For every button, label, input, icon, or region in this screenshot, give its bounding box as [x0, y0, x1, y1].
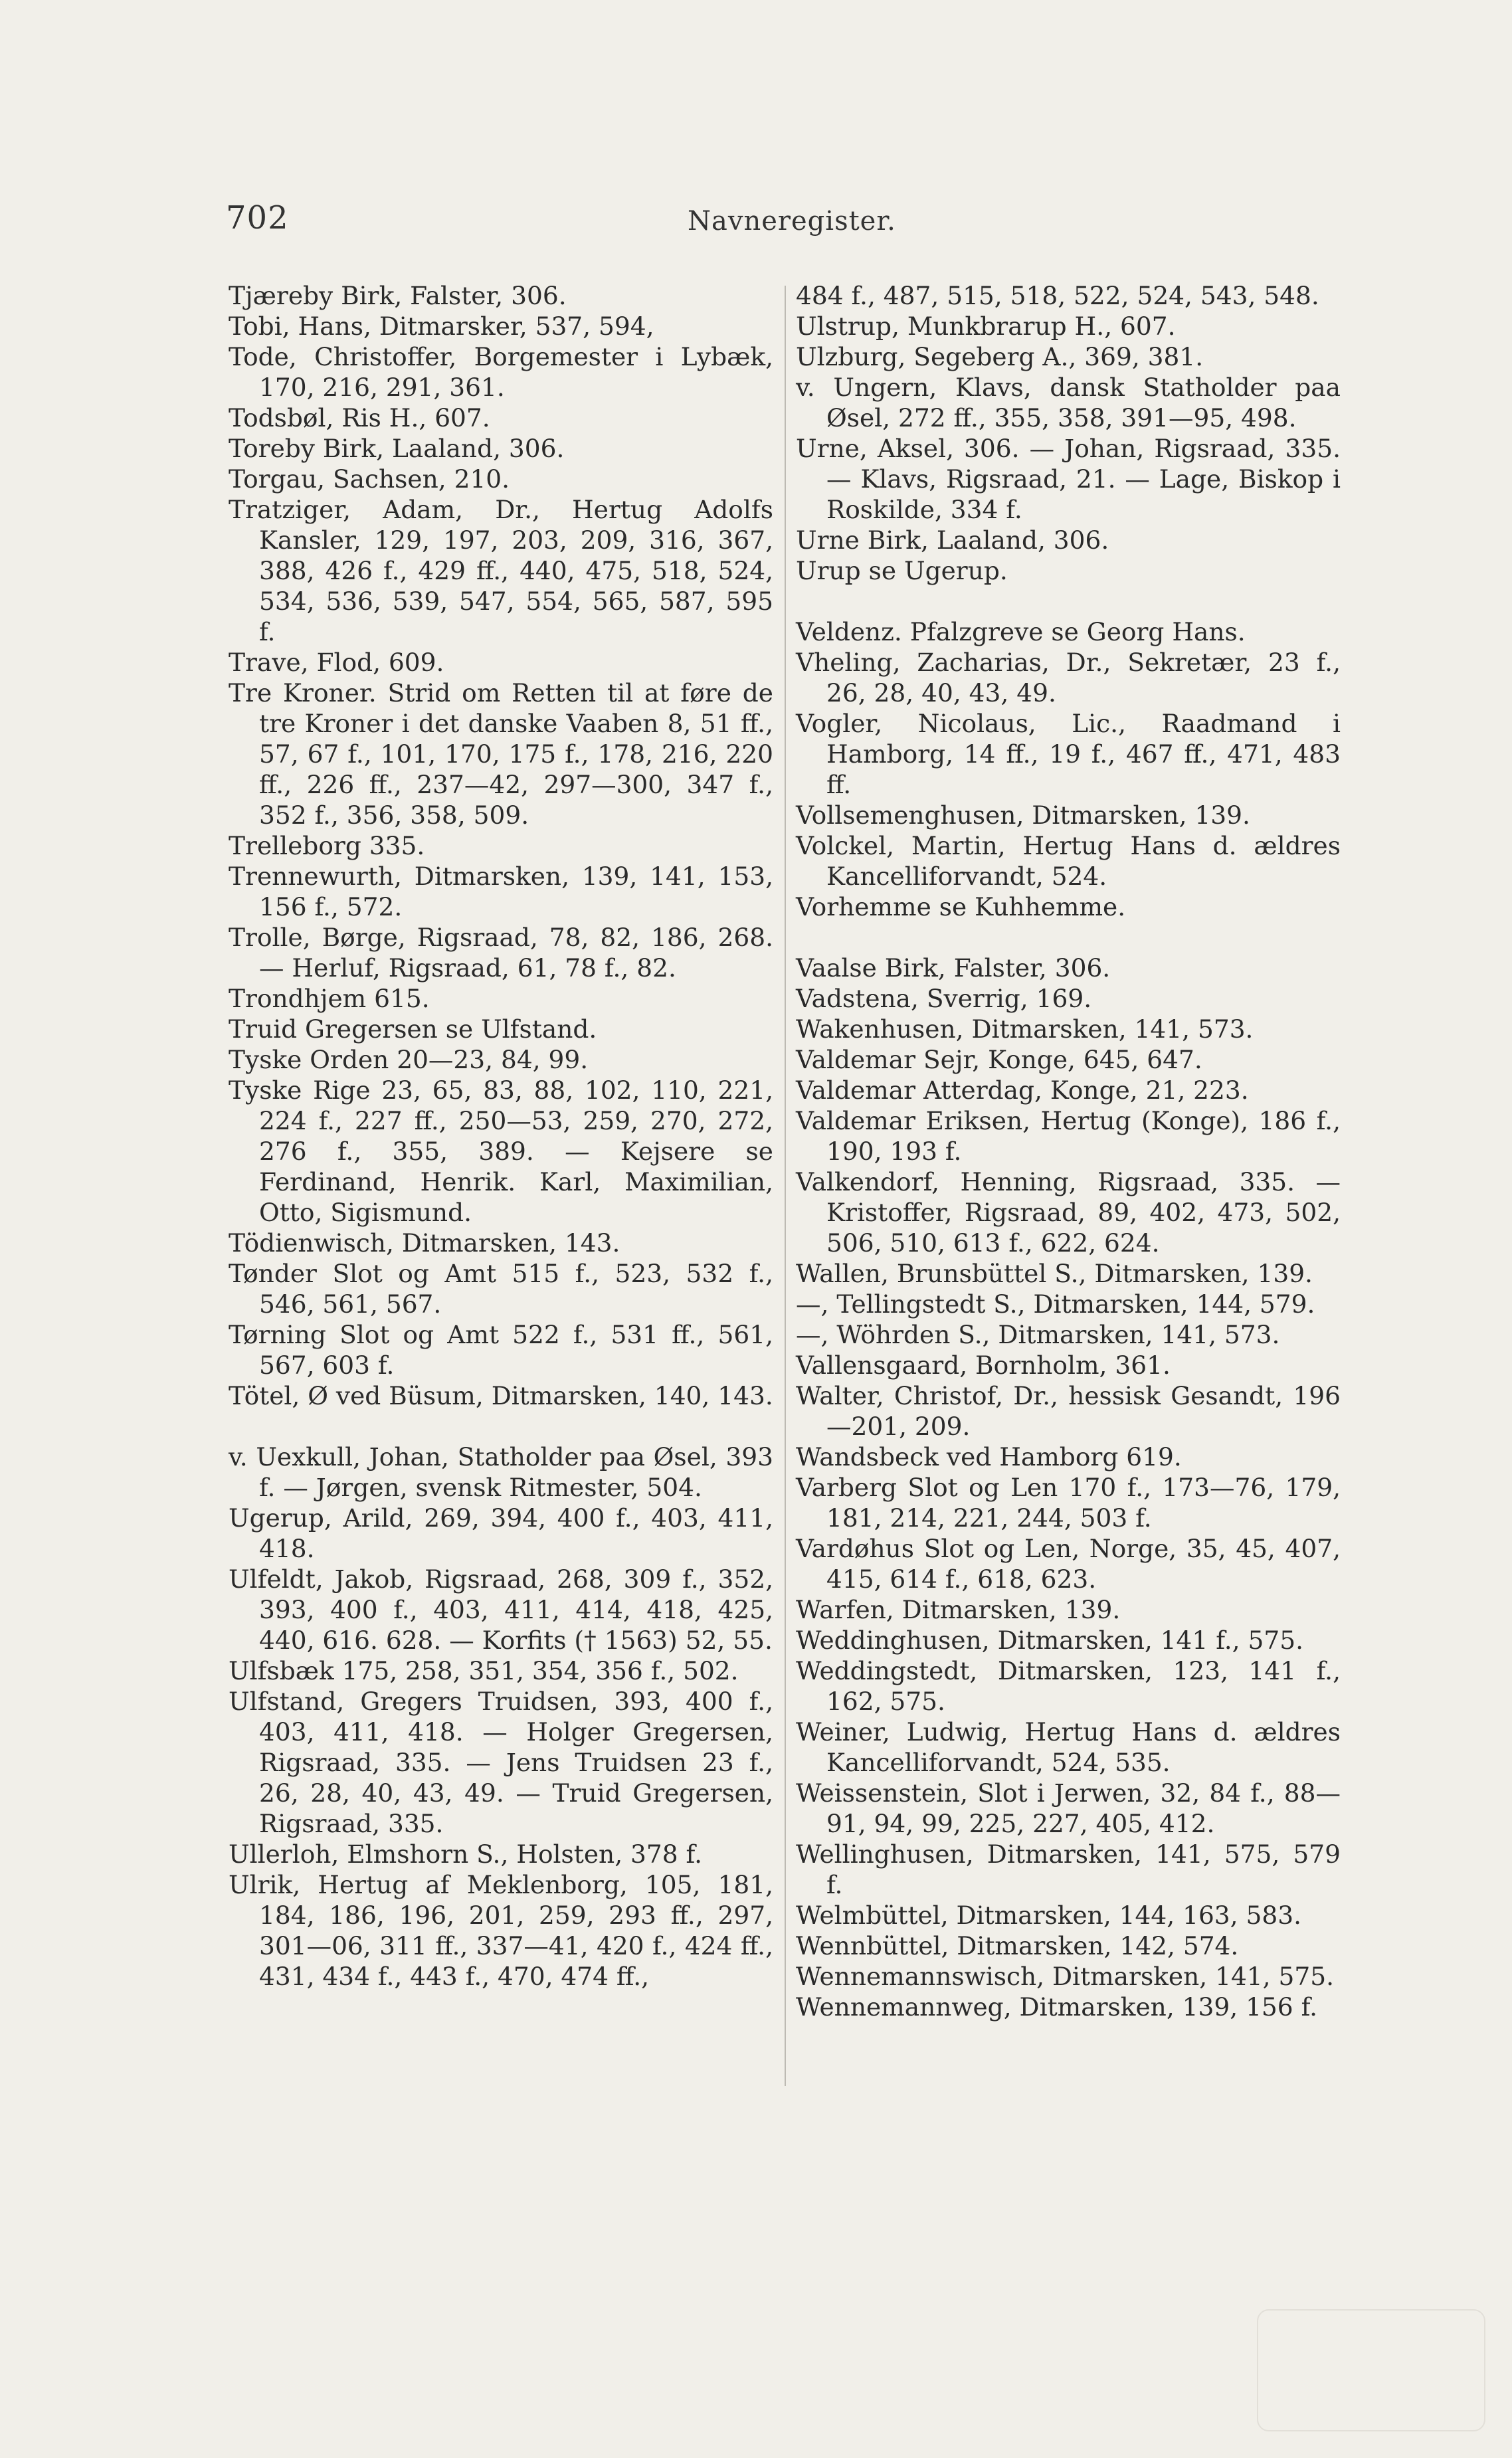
- index-entry: Valkendorf, Henning, Rigsraad, 335. — Kristoffer, Rigsraad, 89, 402, 473, 502, 506, 510, 613 f., 622, 624.: [796, 1167, 1341, 1258]
- index-entry: Wakenhusen, Ditmarsken, 141, 573.: [796, 1014, 1254, 1044]
- index-entry: Trave, Flod, 609.: [229, 648, 444, 677]
- left-column: [229, 280, 773, 1992]
- index-entry: Weissenstein, Slot i Jerwen, 32, 84 f., 88—91, 94, 99, 225, 227, 405, 412.: [796, 1778, 1341, 1838]
- index-entry: Tötel, Ø ved Büsum, Ditmarsken, 140, 143.: [229, 1381, 773, 1410]
- index-entry: Vaalse Birk, Falster, 306.: [796, 953, 1111, 983]
- index-entry: Ugerup, Arild, 269, 394, 400 f., 403, 411, 418.: [229, 1503, 773, 1563]
- index-entry: Wandsbeck ved Hamborg 619.: [796, 1442, 1182, 1471]
- index-entry: Ullerloh, Elmshorn S., Holsten, 378 f.: [229, 1840, 703, 1869]
- index-entry: Tode, Christoffer, Borgemester i Lybæk, 170, 216, 291, 361.: [229, 342, 773, 402]
- index-entry: Ulfstand, Gregers Truidsen, 393, 400 f., 403, 411, 418. — Holger Gregersen, Rigsraad, 335. — Jens Truidsen 23 f., 26, 28, 40, 43, 49. — Truid Gregersen, Rigsraad, 335.: [229, 1687, 773, 1838]
- index-entry: Wallen, Brunsbüttel S., Ditmarsken, 139.: [796, 1259, 1313, 1288]
- index-entry: Todsbøl, Ris H., 607.: [229, 403, 490, 432]
- right-column: [796, 280, 1341, 2022]
- index-entry: Trolle, Børge, Rigsraad, 78, 82, 186, 268. — Herluf, Rigsraad, 61, 78 f., 82.: [229, 923, 773, 983]
- index-entry: Tyske Rige 23, 65, 83, 88, 102, 110, 221, 224 f., 227 ff., 250—53, 259, 270, 272, 276 f., 355, 389. — Kejsere se Ferdinand, Henrik. Karl, Maximilian, Otto, Sigismund.: [229, 1076, 773, 1227]
- index-entry: Vardøhus Slot og Len, Norge, 35, 45, 407, 415, 614 f., 618, 623.: [796, 1534, 1341, 1594]
- index-entry: Torgau, Sachsen, 210.: [229, 464, 510, 494]
- index-entry: Tørning Slot og Amt 522 f., 531 ff., 561, 567, 603 f.: [229, 1320, 773, 1380]
- index-entry: Tyske Orden 20—23, 84, 99.: [229, 1045, 589, 1074]
- index-entry: Trondhjem 615.: [229, 984, 430, 1013]
- index-entry: Wennemannweg, Ditmarsken, 139, 156 f.: [796, 1992, 1318, 2022]
- index-entry: Tobi, Hans, Ditmarsker, 537, 594,: [229, 312, 654, 341]
- running-head: Navneregister.: [688, 206, 896, 236]
- index-entry: Ulfeldt, Jakob, Rigsraad, 268, 309 f., 352, 393, 400 f., 403, 411, 414, 418, 425, 440, 616. 628. — Korfits († 1563) 52, 55.: [229, 1564, 773, 1655]
- index-entry: Warfen, Ditmarsken, 139.: [796, 1595, 1121, 1624]
- index-entry: Valdemar Eriksen, Hertug (Konge), 186 f., 190, 193 f.: [796, 1106, 1341, 1166]
- index-entry: Ulstrup, Munkbrarup H., 607.: [796, 312, 1176, 341]
- column-divider: [785, 286, 786, 2086]
- index-entry: Truid Gregersen se Ulfstand.: [229, 1014, 597, 1044]
- index-entry: 484 f., 487, 515, 518, 522, 524, 543, 548.: [796, 281, 1319, 310]
- index-entry: v. Uexkull, Johan, Statholder paa Øsel, 393 f. — Jørgen, svensk Ritmester, 504.: [229, 1442, 773, 1502]
- index-entry: —, Wöhrden S., Ditmarsken, 141, 573.: [796, 1320, 1280, 1349]
- index-entry: Valdemar Sejr, Konge, 645, 647.: [796, 1045, 1202, 1074]
- index-entry: Valdemar Atterdag, Konge, 21, 223.: [796, 1076, 1249, 1105]
- index-entry: Ulrik, Hertug af Meklenborg, 105, 181, 184, 186, 196, 201, 259, 293 ff., 297, 301—06, 311 ff., 337—41, 420 f., 424 ff., 431, 434 f., 443 f., 470, 474 ff.,: [229, 1870, 773, 1991]
- index-entry: Tre Kroner. Strid om Retten til at føre de tre Kroner i det danske Vaaben 8, 51 ff., 57, 67 f., 101, 170, 175 f., 178, 216, 220 ff., 226 ff., 237—42, 297—300, 347 f., 352 f., 356, 358, 509.: [229, 678, 773, 830]
- index-entry: Vollsemenghusen, Ditmarsken, 139.: [796, 801, 1250, 830]
- index-entry: Tratziger, Adam, Dr., Hertug Adolfs Kansler, 129, 197, 203, 209, 316, 367, 388, 426 f., 429 ff., 440, 475, 518, 524, 534, 536, 539, 547, 554, 565, 587, 595 f.: [229, 495, 773, 646]
- index-entry: Volckel, Martin, Hertug Hans d. ældres Kancelliforvandt, 524.: [796, 831, 1341, 891]
- index-entry: Walter, Christof, Dr., hessisk Gesandt, 196—201, 209.: [796, 1381, 1341, 1441]
- index-entry: Toreby Birk, Laaland, 306.: [229, 434, 565, 463]
- index-entry: Weddingstedt, Ditmarsken, 123, 141 f., 162, 575.: [796, 1656, 1341, 1716]
- index-entry: Urup se Ugerup.: [796, 556, 1008, 585]
- index-entry: Vadstena, Sverrig, 169.: [796, 984, 1092, 1013]
- index-entry: Trennewurth, Ditmarsken, 139, 141, 153, 156 f., 572.: [229, 862, 773, 921]
- index-entry: Urne Birk, Laaland, 306.: [796, 525, 1109, 555]
- index-entry: v. Ungern, Klavs, dansk Statholder paa Øsel, 272 ff., 355, 358, 391—95, 498.: [796, 373, 1341, 432]
- page-number: 702: [226, 199, 289, 236]
- index-entry: Veldenz. Pfalzgreve se Georg Hans.: [796, 617, 1246, 646]
- index-entry: Weddinghusen, Ditmarsken, 141 f., 575.: [796, 1626, 1303, 1655]
- index-entry: Weiner, Ludwig, Hertug Hans d. ældres Kancelliforvandt, 524, 535.: [796, 1717, 1341, 1777]
- index-entry: Tödienwisch, Ditmarsken, 143.: [229, 1228, 620, 1258]
- index-entry: Trelleborg 335.: [229, 831, 425, 860]
- index-entry: Welmbüttel, Ditmarsken, 144, 163, 583.: [796, 1901, 1302, 1930]
- index-entry: Vallensgaard, Bornholm, 361.: [796, 1351, 1171, 1380]
- index-entry: Vheling, Zacharias, Dr., Sekretær, 23 f., 26, 28, 40, 43, 49.: [796, 648, 1341, 708]
- index-entry: Wennemannswisch, Ditmarsken, 141, 575.: [796, 1962, 1335, 1991]
- index-entry: Tjæreby Birk, Falster, 306.: [229, 281, 567, 310]
- index-entry: Wennbüttel, Ditmarsken, 142, 574.: [796, 1931, 1239, 1960]
- index-entry: Vorhemme se Kuhhemme.: [796, 892, 1126, 921]
- index-entry: —, Tellingstedt S., Ditmarsken, 144, 579.: [796, 1289, 1315, 1319]
- page-corner-mark: [1257, 2309, 1485, 2431]
- index-entry: Urne, Aksel, 306. — Johan, Rigsraad, 335. — Klavs, Rigsraad, 21. — Lage, Biskop i Roskilde, 334 f.: [796, 434, 1341, 524]
- index-entry: Varberg Slot og Len 170 f., 173—76, 179, 181, 214, 221, 244, 503 f.: [796, 1473, 1341, 1533]
- index-entry: Vogler, Nicolaus, Lic., Raadmand i Hamborg, 14 ff., 19 f., 467 ff., 471, 483 ff.: [796, 709, 1341, 799]
- index-entry: Wellinghusen, Ditmarsken, 141, 575, 579 f.: [796, 1840, 1341, 1899]
- index-entry: Ulzburg, Segeberg A., 369, 381.: [796, 342, 1204, 371]
- index-entry: Ulfsbæk 175, 258, 351, 354, 356 f., 502.: [229, 1656, 739, 1685]
- index-entry: Tønder Slot og Amt 515 f., 523, 532 f., 546, 561, 567.: [229, 1259, 773, 1319]
